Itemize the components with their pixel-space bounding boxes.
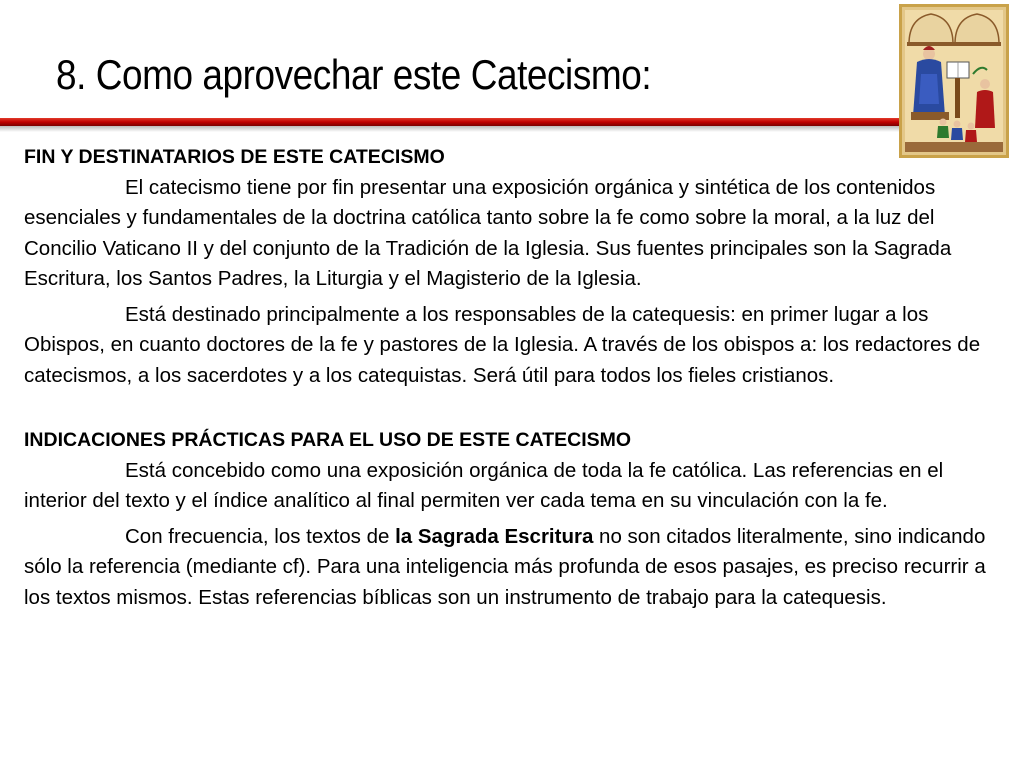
paragraph-purpose: El catecismo tiene por fin presentar una exposición orgánica y sintética de los contenidos esenciales y fundamentales de la doctrina católica tanto sobre la fe como sobre la moral, a la luz del Concilio Vaticano II y del conjunto de la Tradición de la Iglesia. Sus fuentes principales son la Sagrada Escritura, los Santos Padres, la Liturgia y el Magisterio de la Iglesia. — [24, 175, 952, 290]
section-heading-purpose: FIN Y DESTINATARIOS DE ESTE CATECISMO — [24, 146, 445, 168]
paragraph-usage: Está concebido como una exposición orgánica de toda la fe católica. Las referencias en el interior del texto y el índice analítico al final permiten ver cada tema en su vinculación con la fe. — [24, 458, 944, 512]
title-underline-bar — [0, 118, 900, 132]
paragraph-scripture-references — [24, 522, 1004, 614]
slide-title: 8. Como aprovechar este Catecismo: — [56, 51, 652, 98]
medieval-manuscript-miniature-icon — [899, 4, 1009, 158]
paragraph-text-part: Con frecuencia, los textos de — [125, 524, 396, 548]
section-heading-usage: INDICACIONES PRÁCTICAS PARA EL USO DE ESTE CATECISMO — [24, 429, 632, 451]
slide-body — [24, 142, 1004, 618]
bold-sagrada-escritura: la Sagrada Escritura — [395, 524, 594, 548]
paragraph-audience: Está destinado principalmente a los responsables de la catequesis: en primer lugar a los Obispos, en cuanto doctores de la fe y pastores de la Iglesia. A través de los obispos a: los redactores de catecismos, a los sacerdotes y a los catequistas. Será útil para todos los fieles cristianos. — [24, 302, 981, 387]
paragraph-text-part: no son citados literalmente, sino indicando sólo la referencia (mediante cf). Para una inteligencia más profunda de esos pasajes, es preciso recurrir a los textos mismos. Estas referencias bíblicas son un instrumento de trabajo para la catequesis. — [24, 524, 986, 609]
